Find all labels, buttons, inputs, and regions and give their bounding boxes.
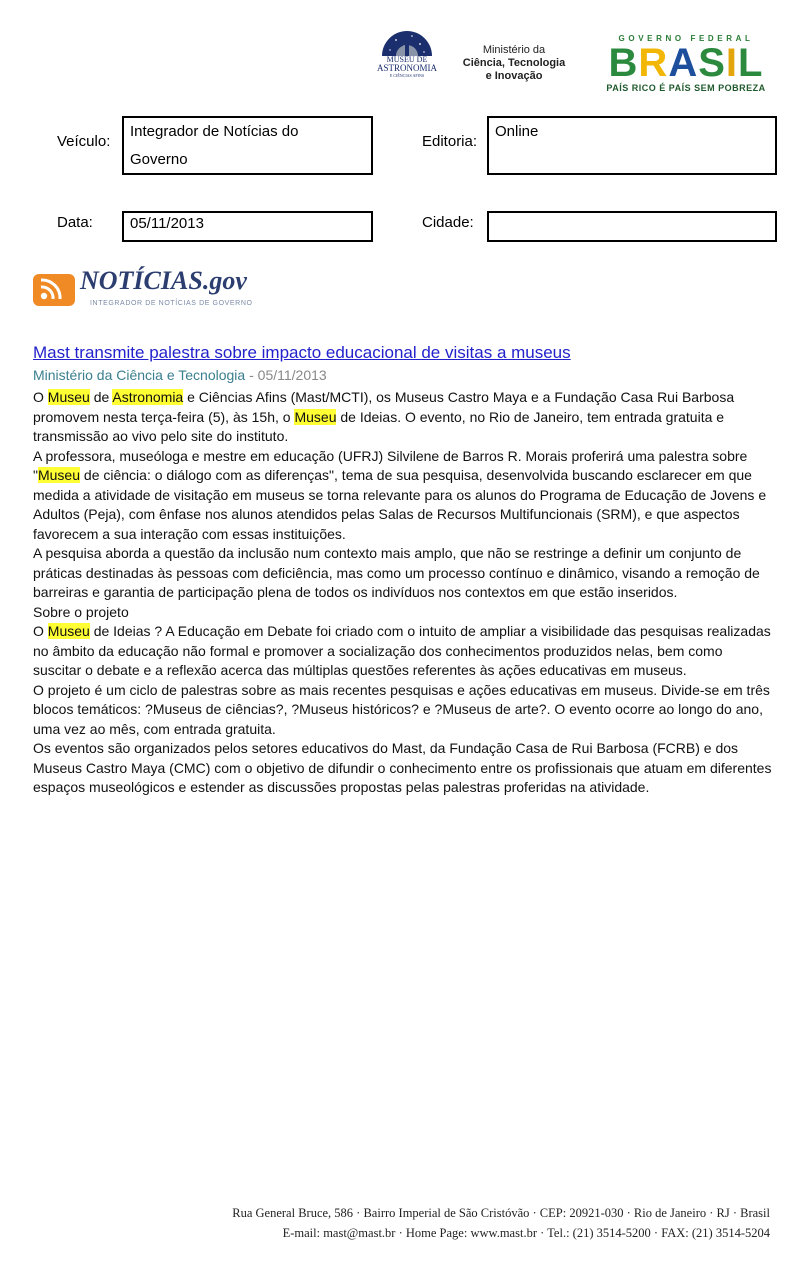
data-label: Data: — [57, 214, 93, 231]
brasil-letter: R — [638, 41, 669, 85]
text-fragment: de — [89, 389, 113, 405]
veiculo-value-line1: Integrador de Notícias do — [130, 123, 299, 140]
text-fragment: de Ideias ? A Educação em Debate foi criado com o intuito de ampliar a visibilidade das pesquisas realizadas no âmbito da educação não formal e promover a socialização dos conhecimentos produzidos nelas, bem como suscitar o debate e a reflexão acerca das múltiplas questões referentes às ações educativas em museus. — [33, 623, 771, 678]
brasil-letter: L — [738, 41, 764, 85]
mast-logo-line2: ASTRONOMIA — [376, 63, 437, 73]
veiculo-value-line2: Governo — [130, 151, 188, 168]
highlighted-term: Museu — [47, 389, 90, 405]
paragraph-7: Os eventos são organizados pelos setores educativos do Mast, da Fundação Casa de Rui Barbosa (FCRB) e dos Museus Castro Maya (CMC) com o objetivo de difundir o conhecimento entre os profissionais que atuam em diferentes espaços museológicos e estender as discussões propostas pelas palestras proferidas na atividade. — [33, 740, 772, 795]
mast-logo — [376, 26, 438, 88]
cidade-field — [487, 211, 777, 242]
highlighted-term: Astronomia — [112, 389, 184, 405]
source-date: 05/11/2013 — [257, 367, 327, 383]
ministerio-line3: e Inovação — [485, 70, 543, 82]
brasil-letter: A — [668, 41, 699, 85]
mast-logo-line3: E CIÊNCIAS AFINS — [389, 73, 425, 78]
source-separator: - — [245, 367, 258, 383]
brasil-wordmark — [600, 43, 772, 83]
paragraph-2 — [33, 447, 773, 545]
governo-slogan: PAÍS RICO É PAÍS SEM POBREZA — [606, 83, 766, 93]
paragraph-3: A pesquisa aborda a questão da inclusão num contexto mais amplo, que não se restringe a definir um conjunto de práticas destinadas às pessoas com deficiência, mas como um processo contínuo e dinâmico, visando a remoção de barreiras e garantia de participação plena de todos os indivíduos nos contextos em que estão inseridos. — [33, 545, 760, 600]
text-fragment: de Ideias. O evento, no Rio de Janeiro, tem entrada gratuita e transmissão ao vivo pelo site do instituto. — [33, 408, 725, 444]
editoria-label: Editoria: — [422, 133, 478, 150]
source-name: Ministério da Ciência e Tecnologia — [33, 367, 246, 383]
brasil-letter: I — [725, 41, 739, 85]
text-fragment: A professora, museóloga e mestre em educação (UFRJ) Silvilene de Barros R. Morais proferirá uma palestra sobre " — [33, 447, 748, 483]
veiculo-label: Veículo: — [57, 133, 111, 150]
veiculo-field — [122, 116, 373, 175]
editoria-value: Online — [495, 123, 539, 140]
footer-line-1: Rua General Bruce, 586 · Bairro Imperial de São Cristóvão · CEP: 20921-030 · Rio de Janeiro · RJ · Brasil — [232, 1206, 770, 1220]
article-headline-link[interactable]: Mast transmite palestra sobre impacto educacional de visitas a museus — [33, 343, 571, 362]
noticias-gov-title: NOTÍCIAS.gov — [80, 266, 247, 295]
ministerio-logo — [450, 44, 578, 83]
article-source — [33, 367, 327, 383]
text-fragment: e Ciências Afins (Mast/MCTI), os Museus Castro Maya e a Fundação Casa Rui Barbosa promovem nesta terça-feira (5), às 15h, o — [33, 389, 735, 425]
text-fragment: O — [33, 623, 48, 639]
cidade-label: Cidade: — [422, 214, 474, 231]
footer-line-2: E-mail: mast@mast.br · Home Page: www.mast.br · Tel.: (21) 3514-5200 · FAX: (21) 3514-5204 — [282, 1226, 770, 1240]
text-fragment: de ciência: o diálogo com as diferenças", tema de sua pesquisa, desenvolvida buscando esclarecer em que medida a atividade de visitação em museus se torna relevante para os alunos do Programa de Educação de Jovens e Adultos (Peja), com ênfase nos alunos atendidos pelas Salas de Recursos Multifuncionais (SRM), e que aspectos favorecem a sua interação com essas instituições. — [33, 467, 767, 542]
highlighted-term: Museu — [47, 623, 90, 639]
noticias-gov-logo — [32, 266, 262, 316]
highlighted-term: Museu — [37, 467, 81, 483]
editoria-field — [487, 116, 777, 175]
paragraph-4-subheading: Sobre o projeto — [33, 603, 129, 620]
paragraph-5 — [33, 622, 773, 681]
data-value: 05/11/2013 — [130, 215, 204, 232]
brasil-letter: S — [698, 41, 726, 85]
brasil-letter: B — [608, 41, 639, 85]
governo-federal-label: GOVERNO FEDERAL — [618, 34, 754, 43]
ministerio-line2: Ciência, Tecnologia — [462, 57, 566, 69]
text-fragment: O — [33, 389, 48, 405]
noticias-gov-subtitle: INTEGRADOR DE NOTÍCIAS DE GOVERNO — [90, 300, 253, 307]
data-field — [122, 211, 373, 242]
paragraph-6: O projeto é um ciclo de palestras sobre as mais recentes pesquisas e ações educativas em museus. Divide-se em três blocos temáticos: ?Museus de ciências?, ?Museus históricos? e ?Museus de arte?. O evento ocorre ao longo do ano, uma vez ao mês, com entrada gratuita. — [33, 681, 770, 737]
mast-logo-line1: MUSEU DE — [386, 55, 428, 64]
rss-feed-icon — [32, 270, 78, 310]
article-body — [33, 388, 773, 798]
footer-address — [232, 1203, 770, 1243]
highlighted-term: Museu — [294, 408, 337, 425]
ministerio-line1: Ministério da — [482, 44, 546, 56]
paragraph-1 — [33, 388, 773, 447]
governo-federal-logo — [600, 34, 772, 92]
